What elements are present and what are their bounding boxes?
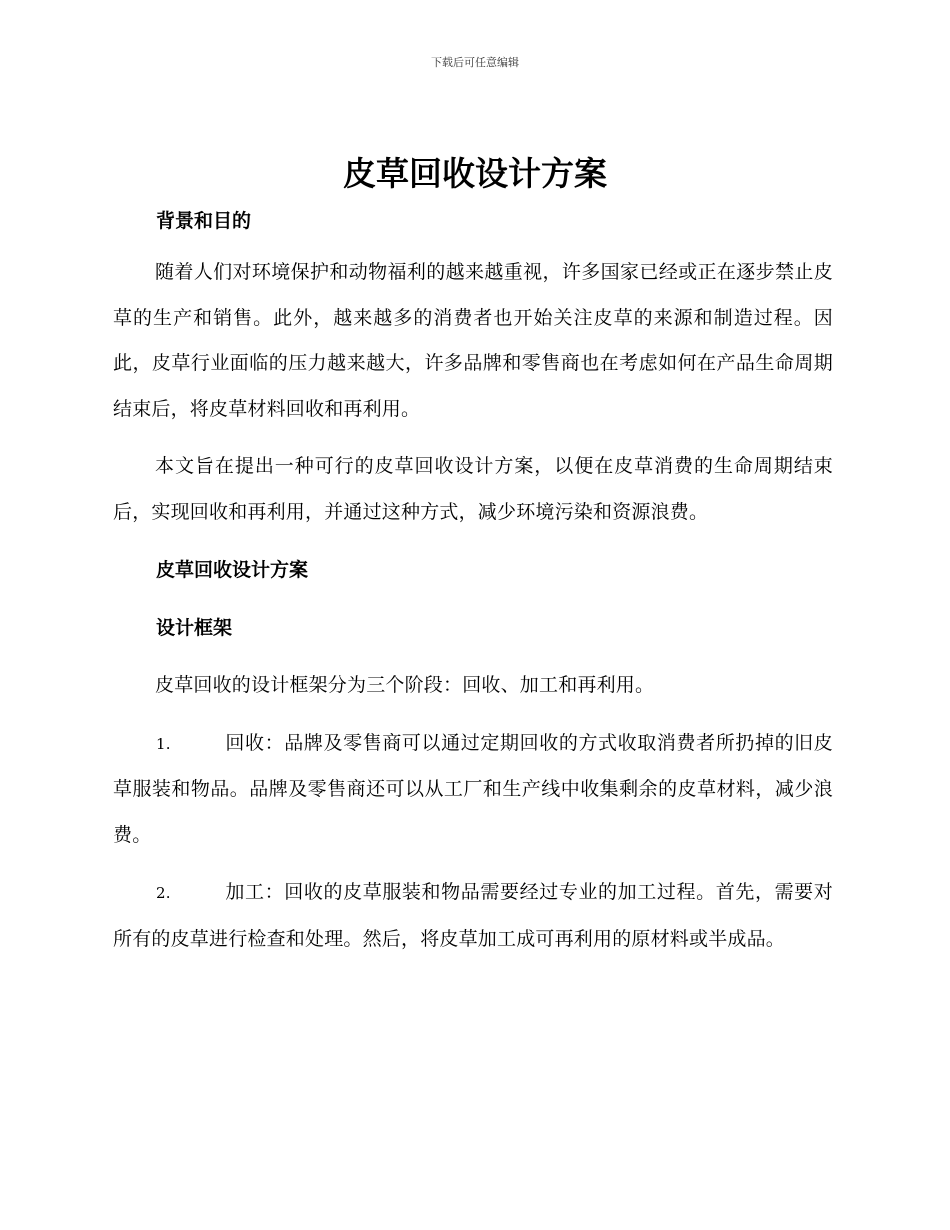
document-title: 皮草回收设计方案: [343, 154, 607, 193]
list-item: [113, 721, 833, 859]
paragraph-purpose: 本文旨在提出一种可行的皮草回收设计方案，以便在皮草消费的生命周期结束后，实现回收和再利用，并通过这种方式，减少环境污染和资源浪费。: [113, 455, 833, 523]
list-item-number: 1.: [156, 734, 171, 753]
list-item-text: 回收：品牌及零售商可以通过定期回收的方式收取消费者所扔掉的旧皮草服装和物品。品牌及零售商还可以从工厂和生产线中收集剩余的皮草材料，减少浪费。: [113, 731, 833, 846]
paragraph-framework-intro: 皮草回收的设计框架分为三个阶段：回收、加工和再利用。: [155, 674, 655, 696]
list-item: [113, 870, 833, 962]
list-item-text: 加工：回收的皮草服装和物品需要经过专业的加工过程。首先，需要对所有的皮草进行检查和处理。然后，将皮草加工成可再利用的原材料或半成品。: [113, 881, 833, 950]
header-note: 下载后可任意编辑: [431, 56, 519, 69]
list-item-number: 2.: [156, 884, 171, 902]
section-heading-background: 背景和目的: [156, 210, 252, 232]
section-heading-plan: 皮草回收设计方案: [156, 559, 309, 581]
paragraph-background: 随着人们对环境保护和动物福利的越来越重视，许多国家已经或正在逐步禁止皮草的生产和销售。此外，越来越多的消费者也开始关注皮草的来源和制造过程。因此，皮草行业面临的压力越来越大，许多品牌和零售商也在考虑如何在产品生命周期结束后，将皮草材料回收和再利用。: [113, 261, 833, 420]
section-heading-framework: 设计框架: [156, 617, 233, 639]
document-body: [113, 198, 833, 962]
